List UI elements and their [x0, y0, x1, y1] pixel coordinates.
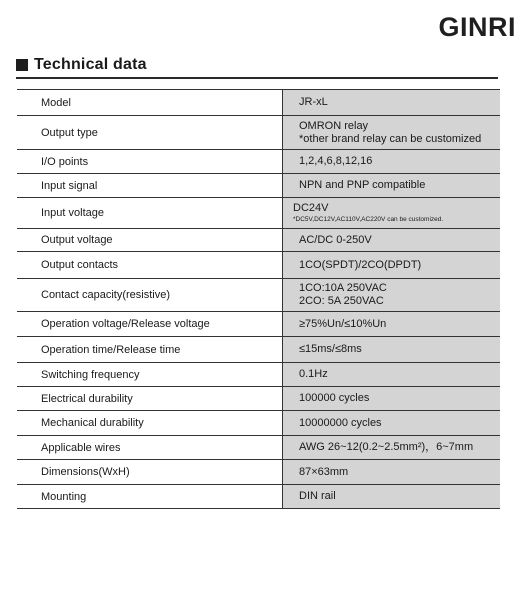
row-label: I/O points	[17, 150, 283, 174]
table-row	[17, 116, 500, 150]
table-row	[17, 312, 500, 337]
row-label: Input signal	[17, 174, 283, 198]
row-value: AWG 26~12(0.2~2.5mm²)，6~7mm	[283, 436, 501, 460]
table-row	[17, 252, 500, 279]
row-label: Mounting	[17, 485, 283, 509]
row-label: Contact capacity(resistive)	[17, 279, 283, 312]
row-value: AC/DC 0-250V	[283, 229, 501, 252]
row-label: Electrical durability	[17, 387, 283, 411]
row-value: NPN and PNP compatible	[283, 174, 501, 198]
table-row	[17, 411, 500, 436]
row-value: DIN rail	[283, 485, 501, 509]
row-label: Output type	[17, 116, 283, 150]
brand-logo: GINRI	[438, 12, 516, 42]
row-label: Operation voltage/Release voltage	[17, 312, 283, 337]
technical-data-table	[17, 89, 500, 509]
row-label: Operation time/Release time	[17, 337, 283, 363]
table-row	[17, 279, 500, 312]
table-row	[17, 150, 500, 174]
table-row	[17, 174, 500, 198]
value-line: DC24V	[293, 202, 329, 214]
row-value	[283, 198, 501, 229]
row-value: ≥75%Un/≤10%Un	[283, 312, 501, 337]
row-label: Mechanical durability	[17, 411, 283, 436]
header-divider	[16, 77, 498, 79]
row-value: JR-xL	[283, 90, 501, 116]
row-value: 87×63mm	[283, 460, 501, 485]
row-value: ≤15ms/≤8ms	[283, 337, 501, 363]
row-value: 1,2,4,6,8,12,16	[283, 150, 501, 174]
row-label: Switching frequency	[17, 363, 283, 387]
table-row	[17, 337, 500, 363]
value-line: OMRON relay	[299, 119, 369, 132]
row-label: Dimensions(WxH)	[17, 460, 283, 485]
section-title: Technical data	[34, 56, 147, 73]
table-row	[17, 198, 500, 229]
row-value: 0.1Hz	[283, 363, 501, 387]
table-row	[17, 485, 500, 509]
row-label: Input voltage	[17, 198, 283, 229]
row-value: 100000 cycles	[283, 387, 501, 411]
value-line: 2CO: 5A 250VAC	[299, 295, 384, 307]
table-row	[17, 387, 500, 411]
value-line: 1CO:10A 250VAC	[299, 282, 387, 294]
row-value: 10000000 cycles	[283, 411, 501, 436]
row-value	[283, 116, 501, 150]
row-label: Applicable wires	[17, 436, 283, 460]
table-row	[17, 436, 500, 460]
table-row	[17, 363, 500, 387]
square-bullet-icon	[16, 59, 28, 71]
value-line: *other brand relay can be customized	[299, 132, 482, 145]
row-label: Output contacts	[17, 252, 283, 279]
table-row	[17, 90, 500, 116]
table-row	[17, 460, 500, 485]
row-value: 1CO(SPDT)/2CO(DPDT)	[283, 252, 501, 279]
value-note: *DC5V,DC12V,AC110V,AC220V can be customized.	[293, 216, 444, 223]
section-header	[16, 56, 147, 74]
table-row	[17, 229, 500, 252]
row-value	[283, 279, 501, 312]
row-label: Output voltage	[17, 229, 283, 252]
row-label: Model	[17, 90, 283, 116]
